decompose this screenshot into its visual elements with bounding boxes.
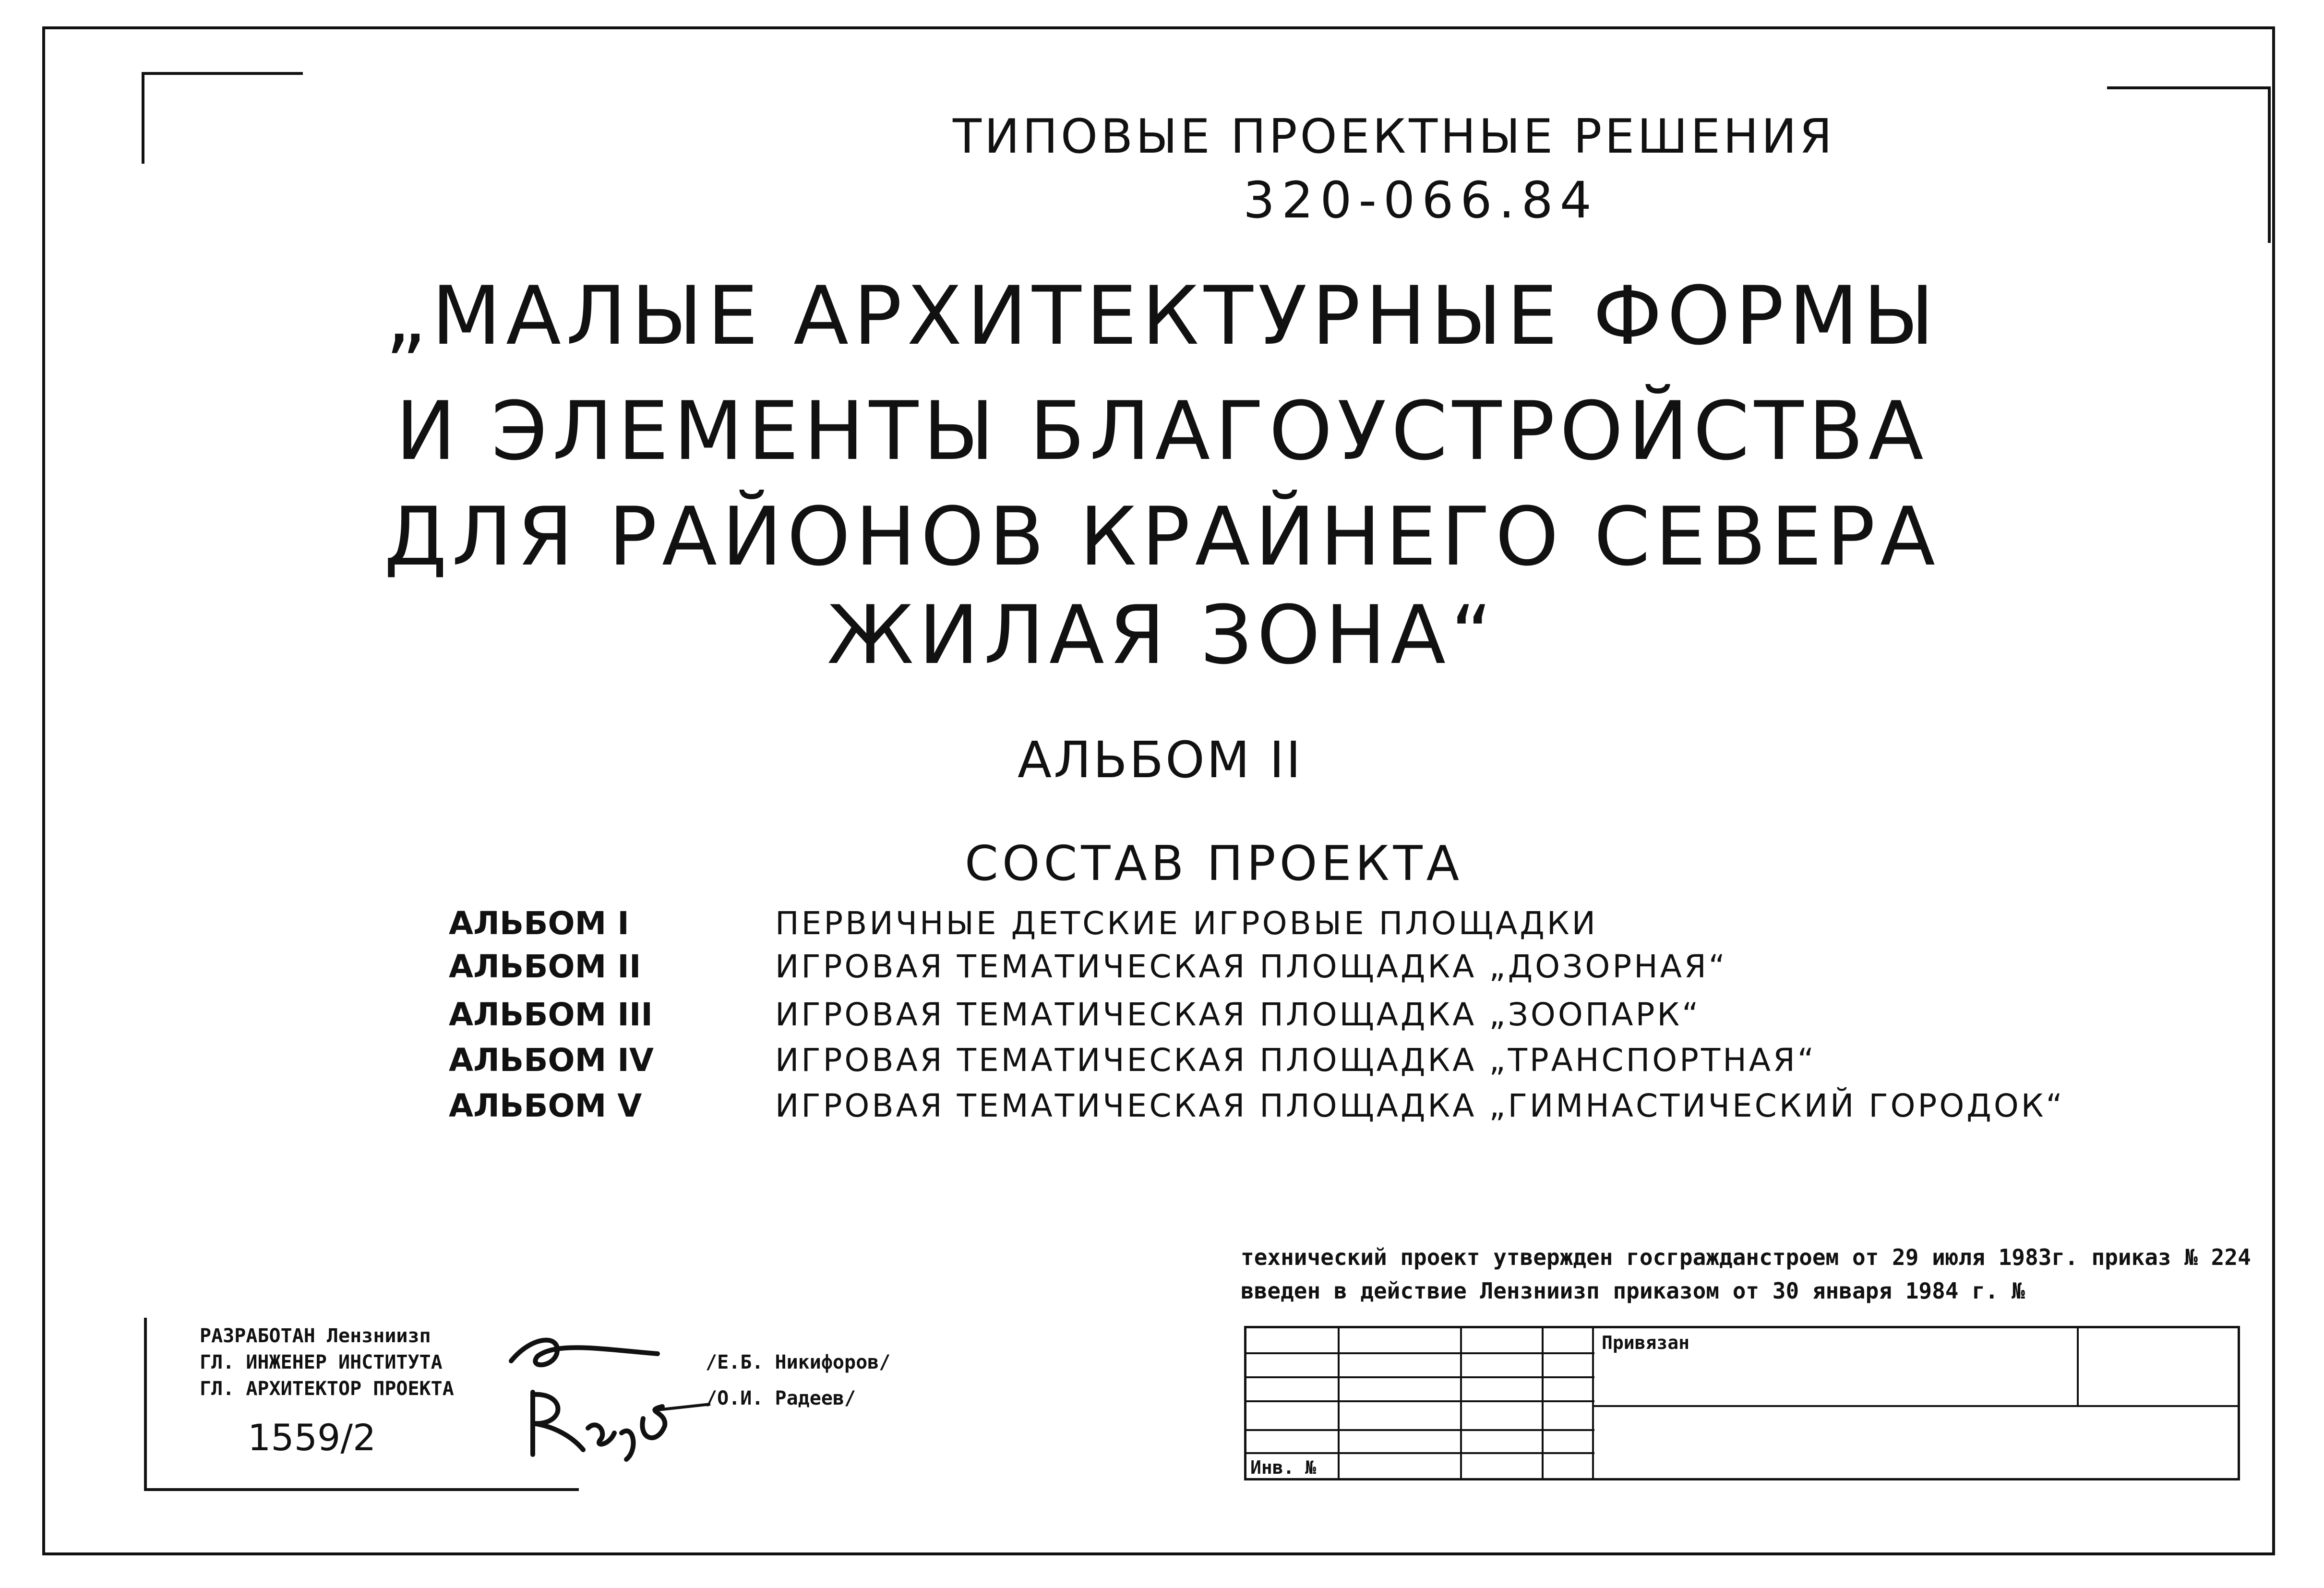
stamp-row-line [1246,1376,1594,1378]
stamp-divider [2077,1328,2079,1405]
composition-desc-1: ПЕРВИЧНЫЕ ДЕТСКИЕ ИГРОВЫЕ ПЛОЩАДКИ [775,905,1598,942]
composition-desc-2: ИГРОВАЯ ТЕМАТИЧЕСКАЯ ПЛОЩАДКА „ДОЗОРНАЯ“ [775,948,1727,985]
developer-line-2: ГЛ. ИНЖЕНЕР ИНСТИТУТА [200,1351,443,1373]
composition-album-1: АЛЬБОМ I [449,905,629,942]
album-number: АЛЬБОМ II [1018,731,1303,789]
title-block-stamp [1244,1326,2240,1480]
stamp-row-line [1592,1405,2240,1407]
title-line-4: ЖИЛАЯ ЗОНА“ [827,588,1497,682]
sheet-number: 1559/2 [248,1416,376,1459]
approval-line-2: введен в действие Лензниизп приказом от 30 января 1984 г. № [1241,1278,2025,1304]
approval-line-1: технический проект утвержден госгражданстроем от 29 июля 1983г. приказ № 224 [1241,1244,2251,1270]
stamp-row-line [1246,1452,1594,1454]
composition-album-3: АЛЬБОМ III [449,996,653,1033]
stamp-row-line [1246,1400,1594,1402]
composition-desc-3: ИГРОВАЯ ТЕМАТИЧЕСКАЯ ПЛОЩАДКА „ЗООПАРК“ [775,996,1701,1033]
series-title: ТИПОВЫЕ ПРОЕКТНЫЕ РЕШЕНИЯ [953,109,1835,164]
stamp-row-line [1246,1429,1594,1431]
stamp-divider [1542,1328,1544,1478]
composition-album-2: АЛЬБОМ II [449,948,641,985]
corner-mark-top-left [142,72,303,164]
composition-album-4: АЛЬБОМ IV [449,1042,654,1079]
stamp-divider [1338,1328,1340,1478]
stamp-row-line [1246,1352,1594,1354]
signature-marks [499,1315,720,1469]
signatory-name-2: /О.И. Радеев/ [706,1387,856,1409]
developer-line-1: РАЗРАБОТАН Лензниизп [200,1325,431,1347]
composition-album-5: АЛЬБОМ V [449,1087,642,1124]
stamp-divider [1592,1328,1594,1478]
title-line-1: „МАЛЫЕ АРХИТЕКТУРНЫЕ ФОРМЫ [385,269,1939,363]
composition-desc-5: ИГРОВАЯ ТЕМАТИЧЕСКАЯ ПЛОЩАДКА „ГИМНАСТИЧЕСКИЙ ГОРОДОК“ [775,1087,2065,1124]
stamp-divider [1460,1328,1462,1478]
stamp-inventory-label: Инв. № [1250,1457,1317,1478]
stamp-linked-label: Привязан [1602,1332,1690,1353]
composition-heading: СОСТАВ ПРОЕКТА [965,835,1463,891]
series-code: 320-066.84 [1243,171,1598,229]
title-line-2: И ЭЛЕМЕНТЫ БЛАГОУСТРОЙСТВА [395,384,1929,478]
title-line-3: ДЛЯ РАЙОНОВ КРАЙНЕГО СЕВЕРА [384,490,1940,584]
developer-line-3: ГЛ. АРХИТЕКТОР ПРОЕКТА [200,1378,454,1400]
corner-mark-top-right [2107,86,2271,243]
composition-desc-4: ИГРОВАЯ ТЕМАТИЧЕСКАЯ ПЛОЩАДКА „ТРАНСПОРТНАЯ“ [775,1042,1817,1079]
signatory-name-1: /Е.Б. Никифоров/ [706,1351,891,1373]
